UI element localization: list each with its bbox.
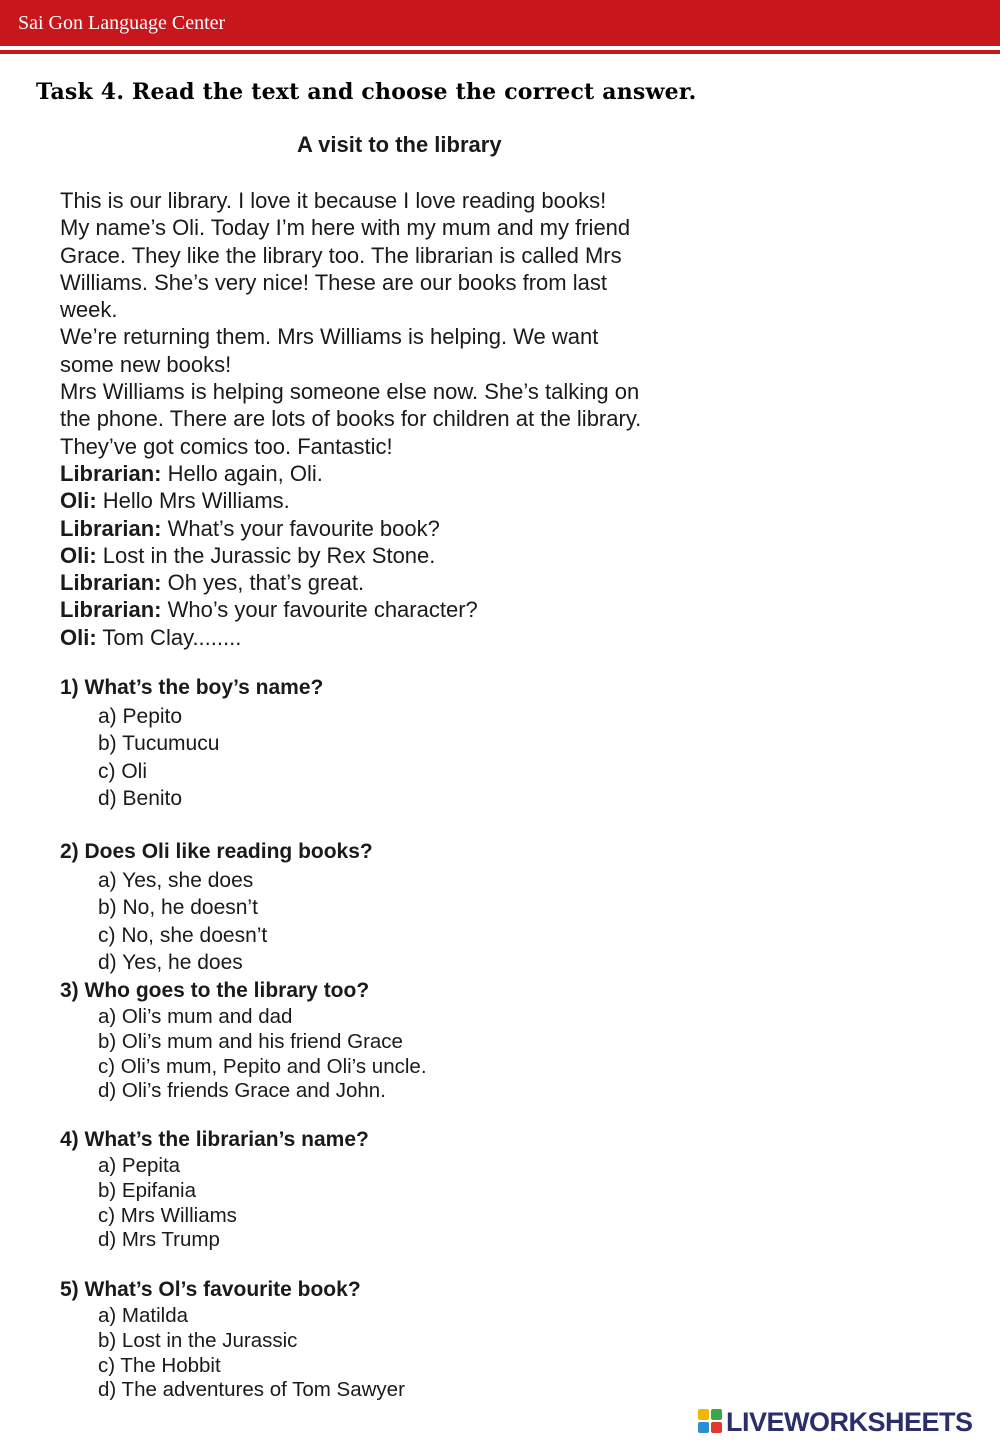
dialogue-line [60, 569, 820, 596]
liveworksheets-logo-icon [698, 1409, 724, 1435]
header-divider [0, 50, 1000, 54]
speaker-label: Librarian: [60, 597, 162, 623]
story-line: week. [60, 297, 118, 323]
dialogue-text: Oh yes, that’s great. [161, 570, 365, 596]
answer-option[interactable]: c) No, she doesn’t [98, 923, 268, 947]
question-text: 4) What’s the librarian’s name? [60, 1128, 369, 1151]
liveworksheets-brand [698, 1405, 973, 1439]
dialogue-line [60, 624, 820, 651]
dialogue-text: Hello Mrs Williams. [96, 488, 290, 514]
speaker-label: Oli: [60, 542, 97, 568]
story-line: some new books! [60, 351, 232, 377]
header-bar [0, 0, 1000, 46]
question-text: 1) What’s the boy’s name? [60, 676, 324, 699]
answer-option[interactable]: d) Mrs Trump [98, 1228, 220, 1252]
answer-option[interactable]: b) Oli’s mum and his friend Grace [98, 1029, 403, 1053]
dialogue-text: Lost in the Jurassic by Rex Stone. [96, 542, 436, 568]
speaker-label: Librarian: [60, 570, 162, 596]
question-1 [60, 676, 323, 812]
story-title: A visit to the library [297, 132, 502, 157]
answer-option[interactable]: a) Pepita [98, 1154, 181, 1177]
dialogue-text: What’s your favourite book? [161, 515, 440, 541]
question-4 [60, 1128, 369, 1253]
question-text: 2) Does Oli like reading books? [60, 840, 373, 863]
answer-option[interactable]: b) Tucumucu [98, 732, 220, 756]
answer-option[interactable]: a) Pepito [98, 705, 183, 728]
story-line: We’re returning them. Mrs Williams is helping. We want [60, 324, 599, 350]
answer-option[interactable]: c) The Hobbit [98, 1353, 221, 1377]
dialogue-line [60, 487, 820, 514]
task-title: Task 4. Read the text and choose the correct answer. [36, 79, 697, 105]
dialogue-text: Tom Clay........ [96, 624, 242, 650]
story-line: the phone. There are lots of books for children at the library. [60, 406, 642, 432]
answer-option[interactable]: d) Yes, he does [98, 950, 243, 974]
answer-option[interactable]: c) Mrs Williams [98, 1203, 237, 1227]
answer-option[interactable]: a) Yes, she does [98, 869, 254, 892]
answer-option[interactable]: b) Lost in the Jurassic [98, 1328, 298, 1352]
story-text [60, 187, 820, 651]
answer-option[interactable]: a) Matilda [98, 1304, 189, 1327]
story-line: Grace. They like the library too. The librarian is called Mrs [60, 242, 622, 268]
question-2 [60, 840, 373, 985]
dialogue-text: Hello again, Oli. [161, 460, 323, 486]
brand-text: LIVEWORKSHEETS [726, 1406, 973, 1437]
story-line: Mrs Williams is helping someone else now. She’s talking on [60, 379, 640, 405]
question-5 [60, 1278, 405, 1403]
story-line: Williams. She’s very nice! These are our books from last [60, 269, 607, 295]
answer-option[interactable]: d) Benito [98, 786, 183, 810]
speaker-label: Librarian: [60, 515, 162, 541]
answer-option[interactable]: c) Oli’s mum, Pepito and Oli’s uncle. [98, 1054, 427, 1078]
question-text: 5) What’s Ol’s favourite book? [60, 1278, 361, 1301]
question-3 [60, 979, 427, 1104]
question-text: 3) Who goes to the library too? [60, 979, 370, 1002]
speaker-label: Librarian: [60, 460, 162, 486]
answer-option[interactable]: b) Epifania [98, 1178, 197, 1202]
story-line: They’ve got comics too. Fantastic! [60, 433, 393, 459]
answer-option[interactable]: c) Oli [98, 759, 147, 783]
dialogue-line [60, 515, 820, 542]
speaker-label: Oli: [60, 488, 97, 514]
answer-option[interactable]: b) No, he doesn’t [98, 896, 258, 920]
answer-option[interactable]: a) Oli’s mum and dad [98, 1005, 293, 1028]
dialogue-line [60, 460, 820, 487]
dialogue-line [60, 596, 820, 623]
story-line: My name’s Oli. Today I’m here with my mum and my friend [60, 215, 631, 241]
dialogue-line [60, 542, 820, 569]
speaker-label: Oli: [60, 624, 97, 650]
header-title: Sai Gon Language Center [18, 12, 226, 34]
dialogue-text: Who’s your favourite character? [161, 597, 478, 623]
answer-option[interactable]: d) Oli’s friends Grace and John. [98, 1079, 386, 1103]
answer-option[interactable]: d) The adventures of Tom Sawyer [98, 1378, 405, 1402]
story-line: This is our library. I love it because I love reading books! [60, 188, 607, 213]
